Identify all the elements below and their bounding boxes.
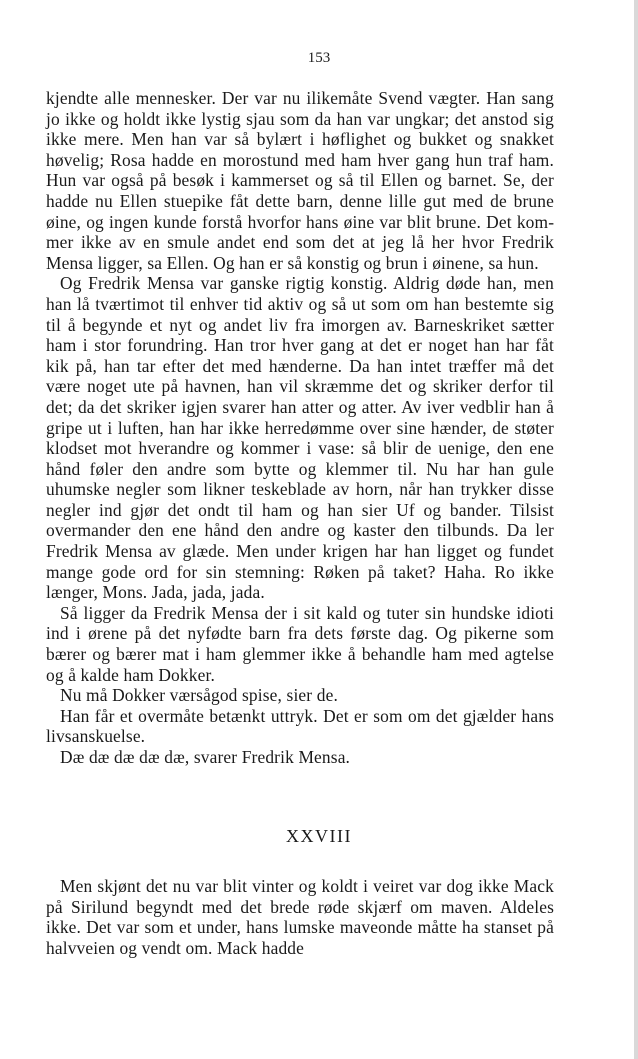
paragraph: kjendte alle mennesker. Der var nu ilikemåte Svend vægter. Han sang jo ikke og holdt ikke lystig sjau som da han var ungkar; det anstod sig ikke mere. Men han var så bylært i høflighet og bukket og snakket høvelig; Rosa hadde en morostund med ham hver gang hun traf ham. Hun var også på besøk i kammerset og så til Ellen og barnet. Se, der hadde nu Ellen stuepike fåt dette barn, denne lille gut med de brune øine, og ingen kunde forstå hvorfor hans øine var blit brune. Det kommer ikke av en smule andet end som det at jeg lå her hvor Fredrik Mensa ligger, sa Ellen. Og han er så konstig og brun i øinene, sa hun. (46, 88, 554, 273)
page-number: 153 (307, 50, 331, 66)
main-text (46, 88, 554, 768)
chapter-text (46, 876, 554, 958)
chapter-heading: XXVIII (286, 826, 352, 846)
paragraph: Så ligger da Fredrik Mensa der i sit kald og tuter sin hundske idioti ind i ørene på det nyfødte barn fra dets første dag. Og pikerne som bærer og bærer mat i ham glemmer ikke å behandle ham med agtelse og å kalde ham Dokker. (46, 602, 554, 685)
paragraph: Nu må Dokker værsågod spise, sier de. (60, 685, 338, 706)
paragraph: Dæ dæ dæ dæ dæ, svarer Fredrik Mensa. (60, 747, 351, 767)
paragraph: Og Fredrik Mensa var ganske rigtig konstig. Aldrig døde han, men han lå tværtimot til enhver tid aktiv og så ut som om han bestemte sig til å begynde et nyt og andet liv fra imorgen av. Barneskriket sætter ham i stor forundring. Han tror hver gang at det er noget han har fåt kik på, han tar efter det med hænderne. Da han intet træffer må det være noget ute på havnen, han vil skræmme det og skriker derfor til det; da det skriker igjen svarer han atter og atter. Av iver vedblir han å gripe ut i luften, han har ikke herredømme over sine hænder, de støter klodset mot hverandre og kommer i vase: så blir de uenige, den ene hånd føler den andre som bytte og klemmer til. Nu har han gule uhumske negler som likner teskeblade av horn, når han trykker disse negler ind gjør det ondt til ham og han sier Uf og bander. Tilsist overmander den ene hånd den andre og kaster den tilbunds. Da ler Fredrik Mensa av glæde. Men under krigen har han ligget og fundet mange gode ord for sin stemning: Røken på taket? Haha. Ro ikke længer, Mons. Jada, jada, jada. (46, 273, 554, 603)
page-edge (634, 0, 638, 1059)
paragraph: Han får et overmåte betænkt uttryk. Det er som om det gjælder hans livsanskuelse. (46, 705, 554, 747)
paragraph: Men skjønt det nu var blit vinter og koldt i veiret var dog ikke Mack på Sirilund begyndt med det brede røde skjærf om maven. Aldeles ikke. Det var som et under, hans lumske maveonde måtte ha stanset på halvveien og vendt om. Mack hadde (46, 876, 554, 958)
